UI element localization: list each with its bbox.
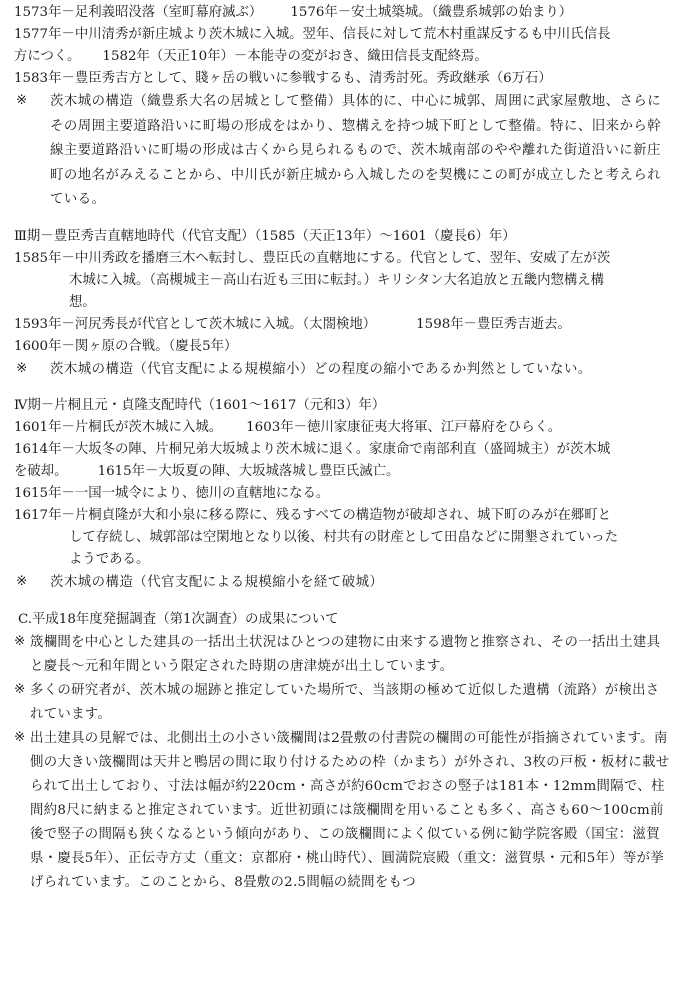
note-body: 多くの研究者が、茨木城の堀跡と推定していた場所で、当該期の極めて近似した遺構（流路）が検出されています。 bbox=[30, 682, 660, 722]
timeline-line bbox=[14, 46, 670, 68]
section-heading: Ⅳ期－片桐且元・貞隆支配時代（1601～1617（元和3）年） bbox=[14, 398, 386, 413]
timeline-line bbox=[14, 2, 670, 24]
note-mark: ※ bbox=[14, 633, 26, 649]
period-2-section bbox=[14, 2, 670, 213]
section-heading: C.平成18年度発掘調査（第1次調査）の成果について bbox=[18, 611, 339, 627]
note-body: 出土建具の見解では、北側出土の小さい筬欄間は2畳敷の付書院の欄間の可能性が指摘されています。南側の大きい筬欄間は天井と鴨居の間に取り付けるための枠（かまち）が外され、3枚の戸板・板材に載せられて出土しており、寸法は幅が約220cm・高さが約60cmでおさの竪子は181本・12mm間隔で、柱間約8尺に納まると推定されています。近世初頭には筬欄間を用いることも多く、高さも60～100cm前後で竪子の間隔も狭くなるという傾向があり、この筬欄間によく似ている例に勧学院客殿（国宝：滋賀県・慶長5年）、正伝寺方丈（重文：京都府・桃山時代）、圓満院宸殿（重文：滋賀県・元和5年）等が挙げられています。このことから、8畳敷の2.5間幅の続間をもつ bbox=[30, 730, 670, 890]
timeline-entry: 1585年－中川秀政を播磨三木へ転封し、豊臣氏の直轄地にする。代官として、翌年、安威了左が茨 bbox=[14, 250, 611, 266]
timeline-entry: 1598年－豊臣秀吉逝去。 bbox=[416, 316, 571, 332]
note-body: 筬欄間を中心とした建具の一括出土状況はひとつの建物に由来する遺物と推察され、その一括出土建具と慶長～元和年間という限定された時期の唐津焼が出土しています。 bbox=[30, 634, 661, 674]
timeline-entry: 1603年－徳川家康征夷大将軍、江戸幕府をひらく。 bbox=[246, 420, 562, 435]
timeline-text: を破却。 bbox=[14, 464, 68, 479]
timeline-entry: 1614年－大坂冬の陣、片桐兄弟大坂城より茨木城に退く。家康命で南部利直（盛岡城主）が茨木城 bbox=[14, 442, 611, 457]
timeline-entry: 1576年－安土城築城。（織豊系城郭の始まり） bbox=[290, 5, 573, 20]
timeline-continuation: して存続し、城郭部は空閑地となり以後、村共有の財産として田畠などに開墾されていった bbox=[69, 530, 619, 545]
structure-note bbox=[14, 90, 670, 213]
timeline-entry: 1582年（天正10年）－本能寺の変がおき、織田信長支配終焉。 bbox=[102, 49, 488, 64]
section-heading: Ⅲ期－豊臣秀吉直轄地時代（代官支配）（1585（天正13年）～1601（慶長6）年） bbox=[14, 228, 516, 244]
timeline-line bbox=[14, 461, 670, 483]
timeline-line bbox=[14, 314, 670, 336]
timeline-entry: 1615年－大坂夏の陣、大坂城落城し豊臣氏滅亡。 bbox=[97, 464, 400, 479]
timeline-entry: 1583年－豊臣秀吉方として、賤ヶ岳の戦いに参戦するも、清秀討死。秀政継承（6万石） bbox=[14, 71, 552, 86]
note-body: 茨木城の構造（織豊系大名の居城として整備）具体的に、中心に城郭、周囲に武家屋敷地、さらにその周囲主要道路沿いに町場の形成をはかり、惣構えを持つ城下町として整備。特に、旧来から幹線主要道路沿いに町場の形成は古くから見られるもので、茨木城南部のやや離れた街道沿いに新庄町の地名がみえることから、中川氏が新庄城から入城したのを契機にこの町が成立したと考えられている。 bbox=[50, 94, 662, 207]
note-mark: ※ bbox=[14, 729, 26, 745]
note-mark: ※ bbox=[14, 681, 26, 697]
timeline-entry: 1573年－足利義昭没落（室町幕府滅ぶ） bbox=[14, 5, 263, 20]
finding-note bbox=[14, 679, 670, 727]
note-body: 茨木城の構造（代官支配による規模縮小を経て破城） bbox=[50, 575, 384, 590]
timeline-entry: 1593年－河尻秀長が代官として茨木城に入城。（太閤検地） bbox=[14, 316, 377, 332]
timeline-continuation: ようである。 bbox=[69, 552, 150, 567]
note-mark: ※ bbox=[16, 574, 28, 589]
timeline-entry: 1617年－片桐貞隆が大和小泉に移る際に、残るすべての構造物が破却され、城下町のみが在郷町と bbox=[14, 508, 612, 523]
structure-note bbox=[14, 571, 670, 596]
period-3-section bbox=[14, 226, 670, 383]
note-body: 茨木城の構造（代官支配による規模縮小）どの程度の縮小であるか判然としていない。 bbox=[50, 361, 592, 377]
period-4-section bbox=[14, 395, 670, 596]
timeline-entry: 1615年－一国一城令により、徳川の直轄地になる。 bbox=[14, 486, 330, 501]
timeline-continuation: 想。 bbox=[69, 294, 96, 310]
timeline-line bbox=[14, 417, 670, 439]
finding-note bbox=[14, 727, 670, 895]
timeline-entry: 1601年－片桐氏が茨木城に入城。 bbox=[14, 420, 223, 435]
note-mark: ※ bbox=[16, 93, 28, 108]
note-mark: ※ bbox=[16, 360, 28, 376]
structure-note bbox=[14, 358, 670, 383]
timeline-entry: 1600年－関ヶ原の合戦。（慶長5年） bbox=[14, 338, 238, 354]
finding-note bbox=[14, 631, 670, 679]
timeline-continuation: 木城に入城。（高槻城主－高山右近も三田に転封。）キリシタン大名追放と五畿内惣構え構 bbox=[69, 272, 605, 288]
timeline-text: 方につく。 bbox=[14, 49, 81, 64]
timeline-entry: 1577年－中川清秀が新庄城より茨木城に入城。翌年、信長に対して荒木村重謀反するも中川氏信長 bbox=[14, 27, 611, 42]
excavation-section bbox=[14, 609, 670, 895]
